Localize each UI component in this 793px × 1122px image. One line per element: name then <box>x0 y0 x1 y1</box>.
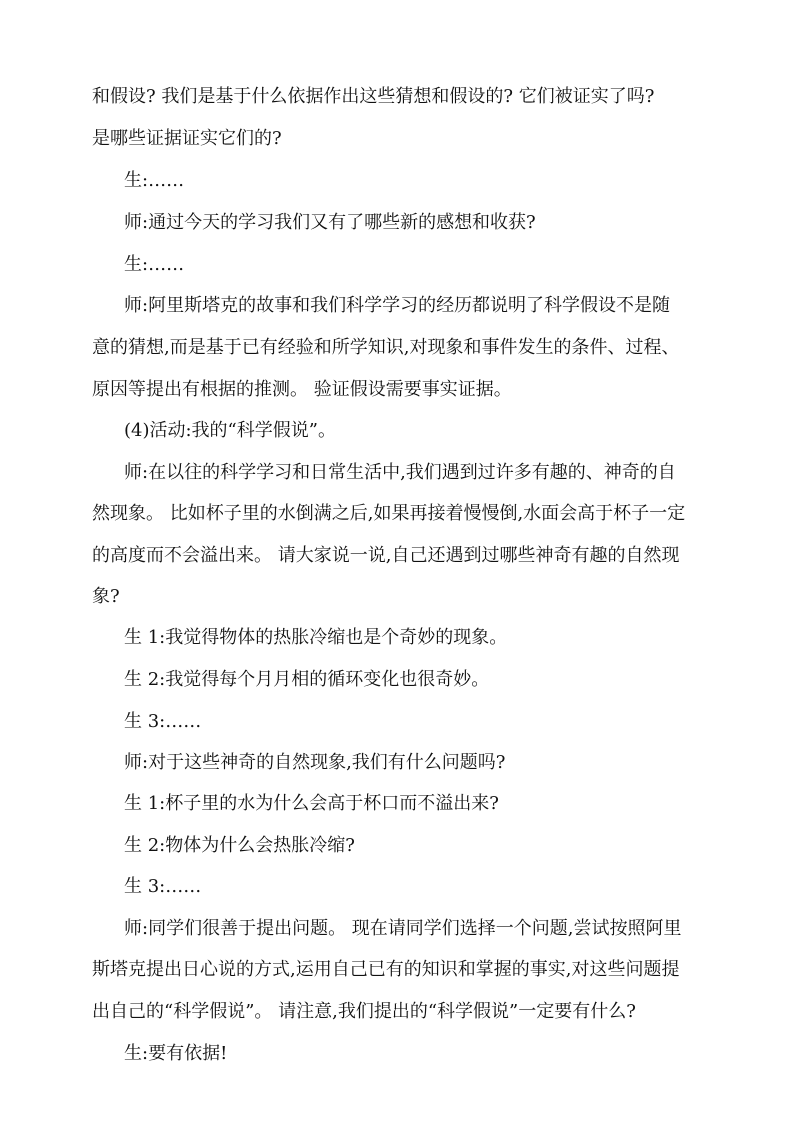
text-line: 然现象。 比如杯子里的水倒满之后,如果再接着慢慢倒,水面会高于杯子一定 <box>92 503 686 524</box>
text-line: 师:在以往的科学学习和日常生活中,我们遇到过许多有趣的、神奇的自 <box>124 462 676 483</box>
text-line: 生:…… <box>124 170 185 191</box>
text-line: 和假设? 我们是基于什么依据作出这些猜想和假设的? 它们被证实了吗? <box>92 86 655 107</box>
text-line: 师:阿里斯塔克的故事和我们科学学习的经历都说明了科学假设不是随 <box>124 295 671 316</box>
text-line: 师:对于这些神奇的自然现象,我们有什么问题吗? <box>124 752 506 773</box>
text-line: 意的猜想,而是基于已有经验和所学知识,对现象和事件发生的条件、过程、 <box>92 337 680 358</box>
text-line: 生 3:…… <box>124 876 202 897</box>
text-line: 原因等提出有根据的推测。 验证假设需要事实证据。 <box>92 379 512 400</box>
text-line: 师:通过今天的学习我们又有了哪些新的感想和收获? <box>124 212 536 233</box>
text-line: 生:…… <box>124 254 185 275</box>
text-line: 师:同学们很善于提出问题。 现在请同学们选择一个问题,尝试按照阿里 <box>124 918 682 939</box>
text-line: 生 1:杯子里的水为什么会高于杯口而不溢出来? <box>124 793 499 814</box>
text-line: (4)活动:我的“科学假说”。 <box>124 420 336 441</box>
text-line: 出自己的“科学假说”。 请注意,我们提出的“科学假说”一定要有什么? <box>92 1001 636 1022</box>
text-line: 的高度而不会溢出来。 请大家说一说,自己还遇到过哪些神奇有趣的自然现 <box>92 545 680 566</box>
text-line: 生 1:我觉得物体的热胀冷缩也是个奇妙的现象。 <box>124 627 508 648</box>
text-line: 是哪些证据证实它们的? <box>92 128 282 149</box>
text-line: 生:要有依据! <box>124 1043 228 1064</box>
text-line: 生 2:物体为什么会热胀冷缩? <box>124 835 355 856</box>
text-line: 生 2:我觉得每个月月相的循环变化也很奇妙。 <box>124 669 490 690</box>
text-line: 斯塔克提出日心说的方式,运用自己已有的知识和掌握的事实,对这些问题提 <box>92 959 680 980</box>
text-line: 象? <box>92 586 120 607</box>
text-line: 生 3:…… <box>124 711 202 732</box>
